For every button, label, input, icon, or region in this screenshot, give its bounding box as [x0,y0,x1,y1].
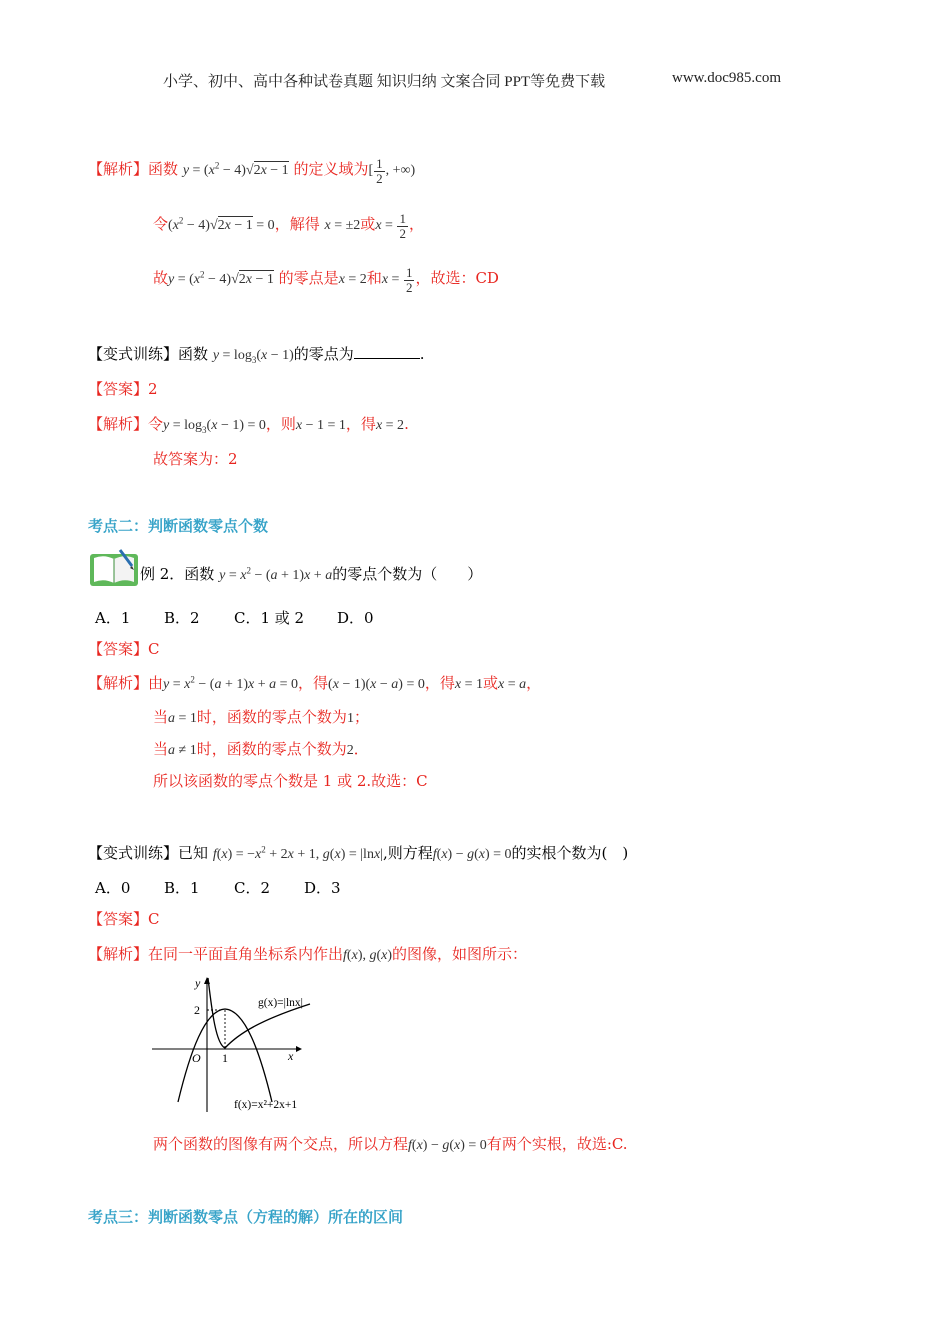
formula: $(x^2 - 4)√2x - 1 = 0$ [168,215,275,234]
formula: f(x) − g(x) = 0 [408,1138,487,1153]
variant-question-2 [88,842,628,863]
text: ，得 [298,674,329,692]
text: 函数 [148,160,179,179]
analysis-line-1 [88,157,415,185]
formula: y [182,163,190,179]
variant-2-conclusion [153,1133,628,1154]
analysis-label: 【解析】 [88,160,149,179]
text: ，则 [265,415,296,433]
analysis-example-2 [88,672,541,693]
text: 的零点是 [278,269,339,288]
graph-g-label: g(x)=|lnx| [258,997,303,1009]
example-2-option-b[interactable]: B．2 [164,609,200,627]
graph-origin-label: O [192,1051,201,1065]
variant-question-1 [88,343,425,365]
formula: $f(x) = -x^2 + 2x + 1$, g(x) = |lnx| [212,844,383,862]
text: 已知 [178,844,209,862]
text: 令 [153,215,169,234]
formula: x = a [498,677,527,692]
graph-x-label: x [288,1049,294,1063]
analysis-variant-1 [88,413,409,435]
text: ． [353,740,369,758]
text: ，得 [424,674,455,692]
answer-label: 【答案】 [88,640,149,658]
variant-2-option-a[interactable]: A．0 [95,879,131,897]
formula: a = 1 [168,711,197,726]
section-title-3: 考点三：判断函数零点（方程的解）所在的区间 [88,1208,404,1226]
answer-line-1 [88,378,158,399]
text: 时，函数的零点个数为 [196,740,347,758]
answer-line-3 [88,908,160,929]
variant-2-option-c[interactable]: C．2 [234,879,271,897]
text: . [419,345,425,363]
text: 时，函数的零点个数为 [196,708,347,726]
formula: x = $\frac{1}{2}$ [375,211,406,241]
analysis-variant-1-line-2: 故答案为：2 [153,450,238,468]
graph-tick-x: 1 [222,1051,228,1065]
text: ； [353,708,369,726]
variant-2-option-b[interactable]: B．1 [164,879,200,897]
example-2-option-a[interactable]: A．1 [95,609,131,627]
example-2-conclusion: 所以该函数的零点个数是 1 或 2.故选：C [153,772,428,790]
formula: $y = (x^2 - 4)√2x - 1$ [168,269,274,288]
formula: $y = \log_3(x - 1) = 0$ [163,418,266,435]
formula: = $(x^2 - 4)√2x - 1$ [189,160,289,179]
text: 或 [483,674,499,692]
text: 的零点个数为（ ） [332,565,483,583]
formula: [ $\frac{1}{2}$ , +∞) [368,156,416,186]
text: ， [526,674,542,692]
answer-value: C [148,640,160,658]
answer-label: 【答案】 [88,380,149,398]
text: 有两个实根，故选:C. [486,1135,628,1153]
example-2-case-1 [153,706,369,727]
text: ，解得 [274,215,320,234]
formula: x = 1 [454,677,483,692]
formula: 2 [346,743,354,758]
formula: x = $\frac{1}{2}$ [381,265,413,295]
header-left: 小学、初中、高中各种试卷真题 知识归纳 文案合同 PPT等免费下载 [163,74,606,90]
variant-2-option-d[interactable]: D．3 [304,879,341,897]
formula: $y = x^2 - (a + 1)x + a = 0$ [163,674,299,692]
text: ,则方程 [382,844,433,862]
text: 函数 [178,345,209,363]
formula: x − 1 = 1 [295,418,346,433]
text: 的实根个数为( ) [511,844,629,862]
formula: 1 [346,711,354,726]
answer-value: C [148,910,160,928]
formula: x = ±2 [324,218,361,234]
example-2-question [140,563,482,584]
book-icon [88,548,140,588]
function-graph [150,972,480,1117]
text: ， [408,215,424,234]
text: 的零点为 [293,345,354,363]
text: 例 2．函数 [140,565,215,583]
formula: (x − 1)(x − a) = 0 [328,677,425,692]
variant-label: 【变式训练】 [88,345,179,363]
analysis-variant-2 [88,943,527,964]
text: . [404,415,409,433]
graph-tick-y: 2 [194,1003,200,1017]
analysis-label: 【解析】 [88,945,149,963]
formula: $y = \log_3(x - 1)$ [212,348,294,365]
answer-blank[interactable] [354,344,420,359]
text: 的定义域为 [293,160,369,179]
example-2-option-c[interactable]: C．1 或 2 [234,609,305,627]
text: 在同一平面直角坐标系内作出 [148,945,344,963]
analysis-line-2 [153,212,424,240]
text: 的图像，如图所示： [392,945,528,963]
curve-g [208,978,310,1048]
answer-value: 2 [148,380,158,398]
formula: a ≠ 1 [168,743,197,758]
text: 故 [153,269,169,288]
text: 和 [366,269,382,288]
answer-line-2 [88,638,160,659]
header-url: www.doc985.com [672,70,782,86]
text: 当 [153,740,169,758]
text: 当 [153,708,169,726]
text: 两个函数的图像有两个交点，所以方程 [153,1135,409,1153]
text: 由 [148,674,164,692]
section-title-2: 考点二：判断函数零点个数 [88,517,269,535]
text: 令 [148,415,164,433]
formula: x = 2 [375,418,405,433]
analysis-line-3 [153,266,499,294]
text: 或 [360,215,376,234]
x-axis-arrow [296,1046,302,1052]
graph-y-label: y [195,976,201,990]
text: ，得 [345,415,376,433]
answer-label: 【答案】 [88,910,149,928]
formula: f(x) − g(x) = 0 [432,847,512,862]
graph-f-label: f(x)=x²+2x+1 [234,1099,298,1111]
variant-label: 【变式训练】 [88,844,179,862]
formula: x = 2 [338,272,367,288]
example-2-option-d[interactable]: D．0 [337,609,374,627]
text: ，故选：CD [415,269,499,288]
analysis-label: 【解析】 [88,415,149,433]
example-2-case-2 [153,738,369,759]
formula: $y = x^2 - (a + 1)x + a$ [219,565,333,583]
formula: f(x), g(x) [343,948,393,963]
analysis-label: 【解析】 [88,674,149,692]
